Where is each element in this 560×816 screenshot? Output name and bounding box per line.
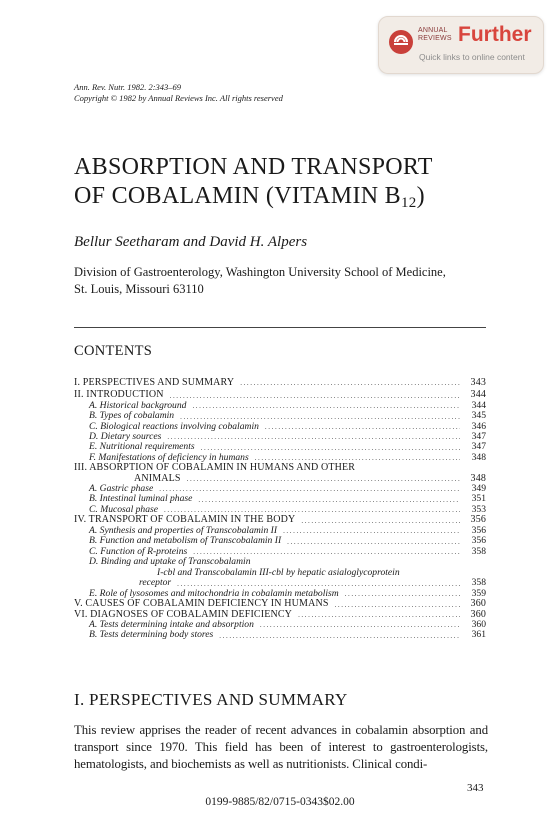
- toc-entry[interactable]: C. Biological reactions involving cobalamin ..... 346: [74, 422, 486, 432]
- toc-entry[interactable]: F. Manifestations of deficiency in humans ..... 348: [74, 453, 486, 463]
- toc-entry[interactable]: B. Types of cobalamin ..... 345: [74, 411, 486, 421]
- toc-entry[interactable]: E. Role of lysosomes and mitochondria in cobalamin metabolism ..... 359: [74, 589, 486, 599]
- toc-entry[interactable]: C. Function of R-proteins ..... 358: [74, 547, 486, 557]
- toc-entry[interactable]: A. Historical background ..... 344: [74, 401, 486, 411]
- journal-citation: Ann. Rev. Nutr. 1982. 2:343–69 Copyright © 1982 by Annual Reviews Inc. All rights reserved: [74, 82, 283, 103]
- toc-entry[interactable]: V. CAUSES OF COBALAMIN DEFICIENCY IN HUMANS ..... 360: [74, 599, 486, 609]
- toc-entry[interactable]: B. Function and metabolism of Transcobalamin II ..... 356: [74, 536, 486, 546]
- contents-heading: CONTENTS: [74, 343, 153, 359]
- toc-entry-continuation: I-cbl and Transcobalamin III-cbl by hepatic asialoglycoprotein: [157, 567, 400, 579]
- toc-entry[interactable]: receptor ..... 358: [74, 578, 486, 588]
- toc-entry[interactable]: D. Binding and uptake of Transcobalamin: [89, 555, 251, 567]
- further-links-banner[interactable]: [378, 16, 544, 74]
- divider: [74, 327, 486, 328]
- table-of-contents: [74, 378, 486, 641]
- toc-entry[interactable]: D. Dietary sources ..... 347: [74, 432, 486, 442]
- publisher-name: ANNUAL REVIEWS: [418, 27, 452, 42]
- toc-entry[interactable]: B. Tests determining body stores ..... 361: [74, 630, 486, 640]
- section-heading: I. PERSPECTIVES AND SUMMARY: [74, 690, 348, 709]
- toc-entry[interactable]: A. Synthesis and properties of Transcobalamin II ..... 356: [74, 526, 486, 536]
- banner-subtitle: Quick links to online content: [419, 52, 525, 62]
- affiliation: Division of Gastroenterology, Washington University School of Medicine, St. Louis, Missouri 63110: [74, 265, 446, 296]
- authors: Bellur Seetharam and David H. Alpers: [74, 234, 308, 250]
- toc-entry[interactable]: IV. TRANSPORT OF COBALAMIN IN THE BODY ..... 356: [74, 515, 486, 525]
- body-paragraph: This review apprises the reader of recent advances in cobalamin absorption and transport since 1970. This field has been of interest to gastroenterologists, hematologists, and biochemists as well as nutritionists. Clinical condi-: [74, 723, 488, 771]
- toc-entry[interactable]: VI. DIAGNOSES OF COBALAMIN DEFICIENCY ..... 360: [74, 610, 486, 620]
- toc-entry[interactable]: I. PERSPECTIVES AND SUMMARY ..... 343: [74, 378, 486, 388]
- toc-entry[interactable]: E. Nutritional requirements ..... 347: [74, 442, 486, 452]
- further-label: Further: [458, 23, 532, 46]
- toc-entry[interactable]: A. Gastric phase ..... 349: [74, 484, 486, 494]
- page-number: 343: [467, 782, 484, 794]
- footer-code: 0199-9885/82/0715-0343$02.00: [205, 796, 355, 808]
- article-title: ABSORPTION AND TRANSPORT OF COBALAMIN (VITAMIN $B_{12}$): [74, 154, 433, 211]
- toc-entry[interactable]: A. Tests determining intake and absorption ..... 360: [74, 620, 486, 630]
- toc-entry[interactable]: II. INTRODUCTION ..... 344: [74, 390, 486, 400]
- toc-entry[interactable]: ANIMALS ..... 348: [74, 474, 486, 484]
- toc-entry[interactable]: C. Mucosal phase ..... 353: [74, 505, 486, 515]
- toc-entry[interactable]: B. Intestinal luminal phase ..... 351: [74, 494, 486, 504]
- toc-entry[interactable]: III. ABSORPTION OF COBALAMIN IN HUMANS AND OTHER: [74, 462, 356, 474]
- annual-reviews-logo-icon: [388, 29, 414, 55]
